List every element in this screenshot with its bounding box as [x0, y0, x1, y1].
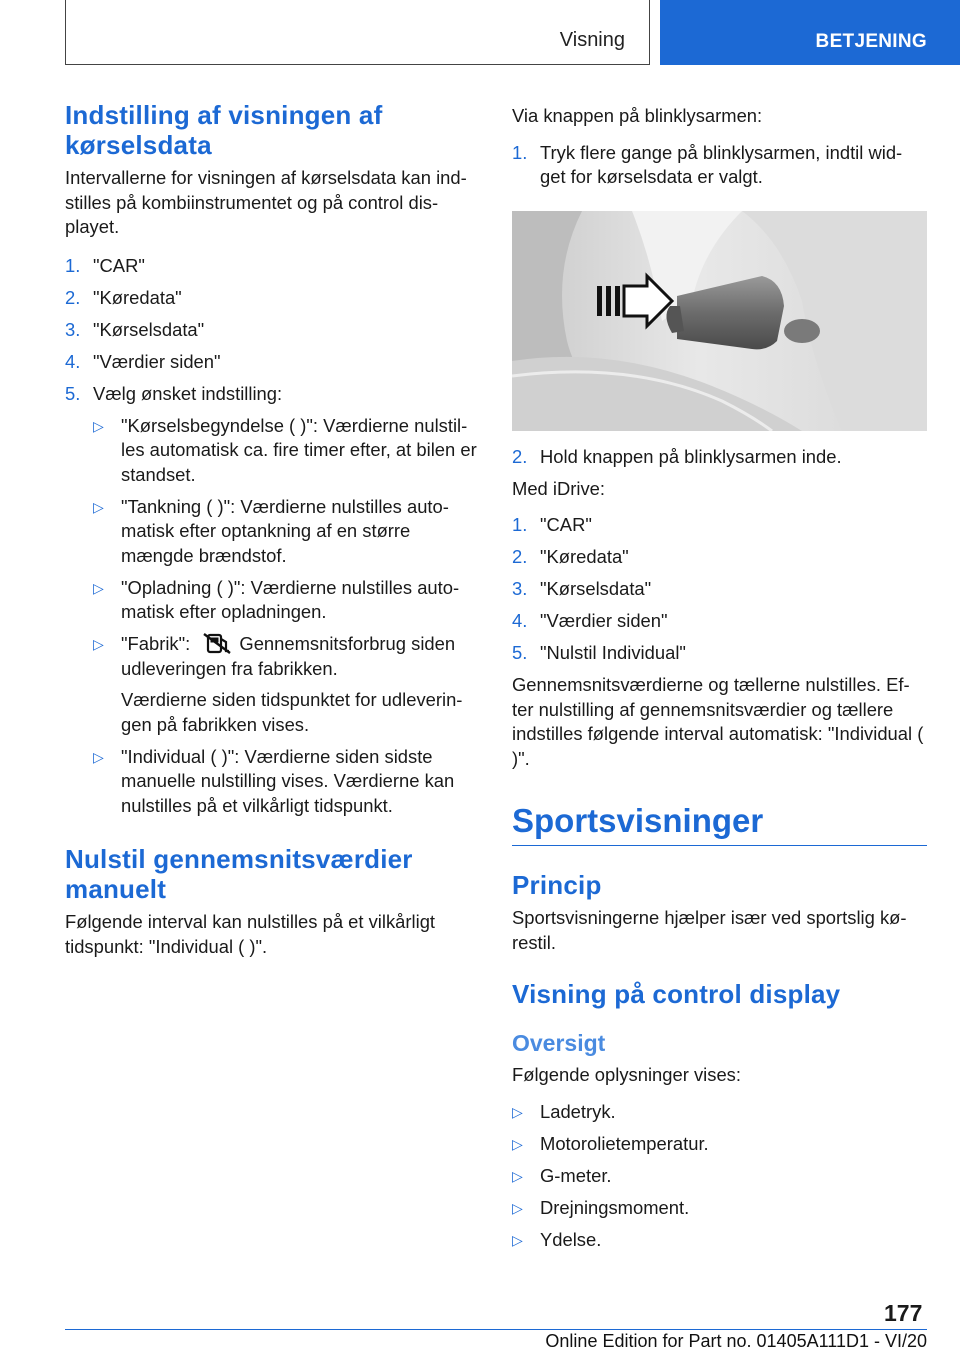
- section-title: Visning: [559, 29, 625, 51]
- heading-overview: Oversigt: [512, 1030, 606, 1056]
- list-item: 1. "CAR": [65, 254, 145, 276]
- footer-edition: Online Edition for Part no. 01405A111D1 - VI/20: [545, 1331, 927, 1351]
- list-item: ▷ "Kørselsbegyndelse ( )": Værdierne nulstil-les automatisk ca. fire timer efter, at bilen er standset.: [93, 414, 477, 485]
- list-item: ▷ G-meter.: [512, 1164, 927, 1189]
- list-item: ▷ Motorolietemperatur.: [512, 1132, 927, 1157]
- triangle-right-icon: ▷: [512, 1231, 523, 1248]
- reset-text: Følgende interval kan nulstilles på et vilkårligt tidspunkt: "Individual ( )".: [65, 911, 436, 957]
- list-item: 4. "Værdier siden": [65, 350, 221, 372]
- settings-steps: [65, 254, 478, 407]
- settings-options: [65, 414, 478, 819]
- heading-control-display: Visning på control display: [512, 979, 841, 1009]
- triangle-right-icon: ▷: [93, 579, 104, 596]
- chapter-title: BETJENING: [815, 31, 927, 52]
- overview-text: Følgende oplysninger vises:: [512, 1064, 741, 1085]
- triangle-right-icon: ▷: [512, 1199, 523, 1216]
- triangle-right-icon: ▷: [512, 1167, 523, 1184]
- list-item: 2. "Køredata": [512, 546, 629, 567]
- triangle-right-icon: ▷: [93, 417, 104, 434]
- principle-text: Sportsvisningerne hjælper især ved sportslig kø-restil.: [512, 907, 907, 953]
- list-item: 2. "Køredata": [65, 286, 182, 308]
- button-steps-cont: [512, 445, 927, 470]
- list-item: ▷ Drejningsmoment.: [512, 1196, 927, 1221]
- heading-display-settings: Indstilling af visningen af kørselsdata: [65, 100, 383, 160]
- list-item: ▷ Ydelse.: [512, 1228, 927, 1253]
- right-column: [512, 104, 927, 1260]
- page-number: 177: [884, 1300, 923, 1326]
- list-item: ▷ Ladetryk.: [512, 1100, 927, 1125]
- idrive-label: Med iDrive:: [512, 477, 605, 499]
- settings-intro: Intervallerne for visningen af kørselsdata kan ind-stilles på kombiinstrumentet og på control dis-playet.: [65, 167, 467, 237]
- list-item: 2. Hold knappen på blinklysarmen inde.: [512, 445, 842, 467]
- triangle-right-icon: ▷: [512, 1103, 523, 1120]
- button-steps: [512, 141, 927, 190]
- list-item: 3. "Kørselsdata": [512, 578, 652, 599]
- fabrik-note: Værdierne siden tidspunktet for udleverin-gen på fabrikken vises.: [121, 689, 463, 735]
- via-button-text: Via knappen på blinklysarmen:: [512, 105, 763, 126]
- list-item: 1. "CAR": [512, 514, 592, 535]
- chapter-tab[interactable]: [660, 0, 960, 65]
- list-item: 5. "Nulstil Individual": [512, 642, 686, 663]
- triangle-right-icon: ▷: [93, 636, 104, 652]
- list-item: ▷ "Individual ( )": Værdierne siden sidste manuelle nulstilling vises. Værdierne kan nulstilles på et vilkårligt tidspunkt.: [93, 745, 455, 816]
- list-item: 1. Tryk flere gange på blinklysarmen, indtil wid-get for kørselsdata er valgt.: [512, 141, 903, 187]
- list-item: 5. Vælg ønsket indstilling:: [65, 382, 283, 404]
- heading-sport-displays: Sportsvisninger: [512, 801, 927, 846]
- list-item: ▷ "Tankning ( )": Værdierne nulstilles auto-matisk efter optankning af en større mængde brændstof.: [93, 495, 449, 566]
- list-item: ▷ "Fabrik": Gennemsnitsforbrug siden udleveringen fra fabrikken. Værdierne siden tidspunktet for udleverin-gen på fabrikken vises.: [65, 632, 478, 737]
- turn-signal-stalk-figure: [512, 211, 927, 431]
- triangle-right-icon: ▷: [93, 748, 104, 765]
- overview-list: [512, 1100, 927, 1253]
- heading-principle: Princip: [512, 870, 602, 900]
- list-item: ▷ "Opladning ( )": Værdierne nulstilles auto-matisk efter opladningen.: [93, 576, 460, 622]
- footer-rule: [65, 1329, 927, 1330]
- header-section-box: [65, 0, 650, 65]
- list-item: 3. "Kørselsdata": [65, 318, 205, 340]
- list-item: 4. "Værdier siden": [512, 610, 668, 631]
- idrive-steps: [512, 513, 927, 666]
- no-fuel-symbol-icon: [201, 632, 233, 654]
- reset-info: Gennemsnitsværdierne og tællerne nulstilles. Ef-ter nulstilling af gennemsnitsværdier og tællere indstilles følgende interval automatisk: "Individual ( )".: [512, 674, 924, 769]
- left-column: [65, 100, 478, 959]
- triangle-right-icon: ▷: [93, 498, 104, 515]
- heading-manual-reset: Nulstil gennemsnitsværdier manuelt: [65, 844, 413, 904]
- triangle-right-icon: ▷: [512, 1135, 523, 1152]
